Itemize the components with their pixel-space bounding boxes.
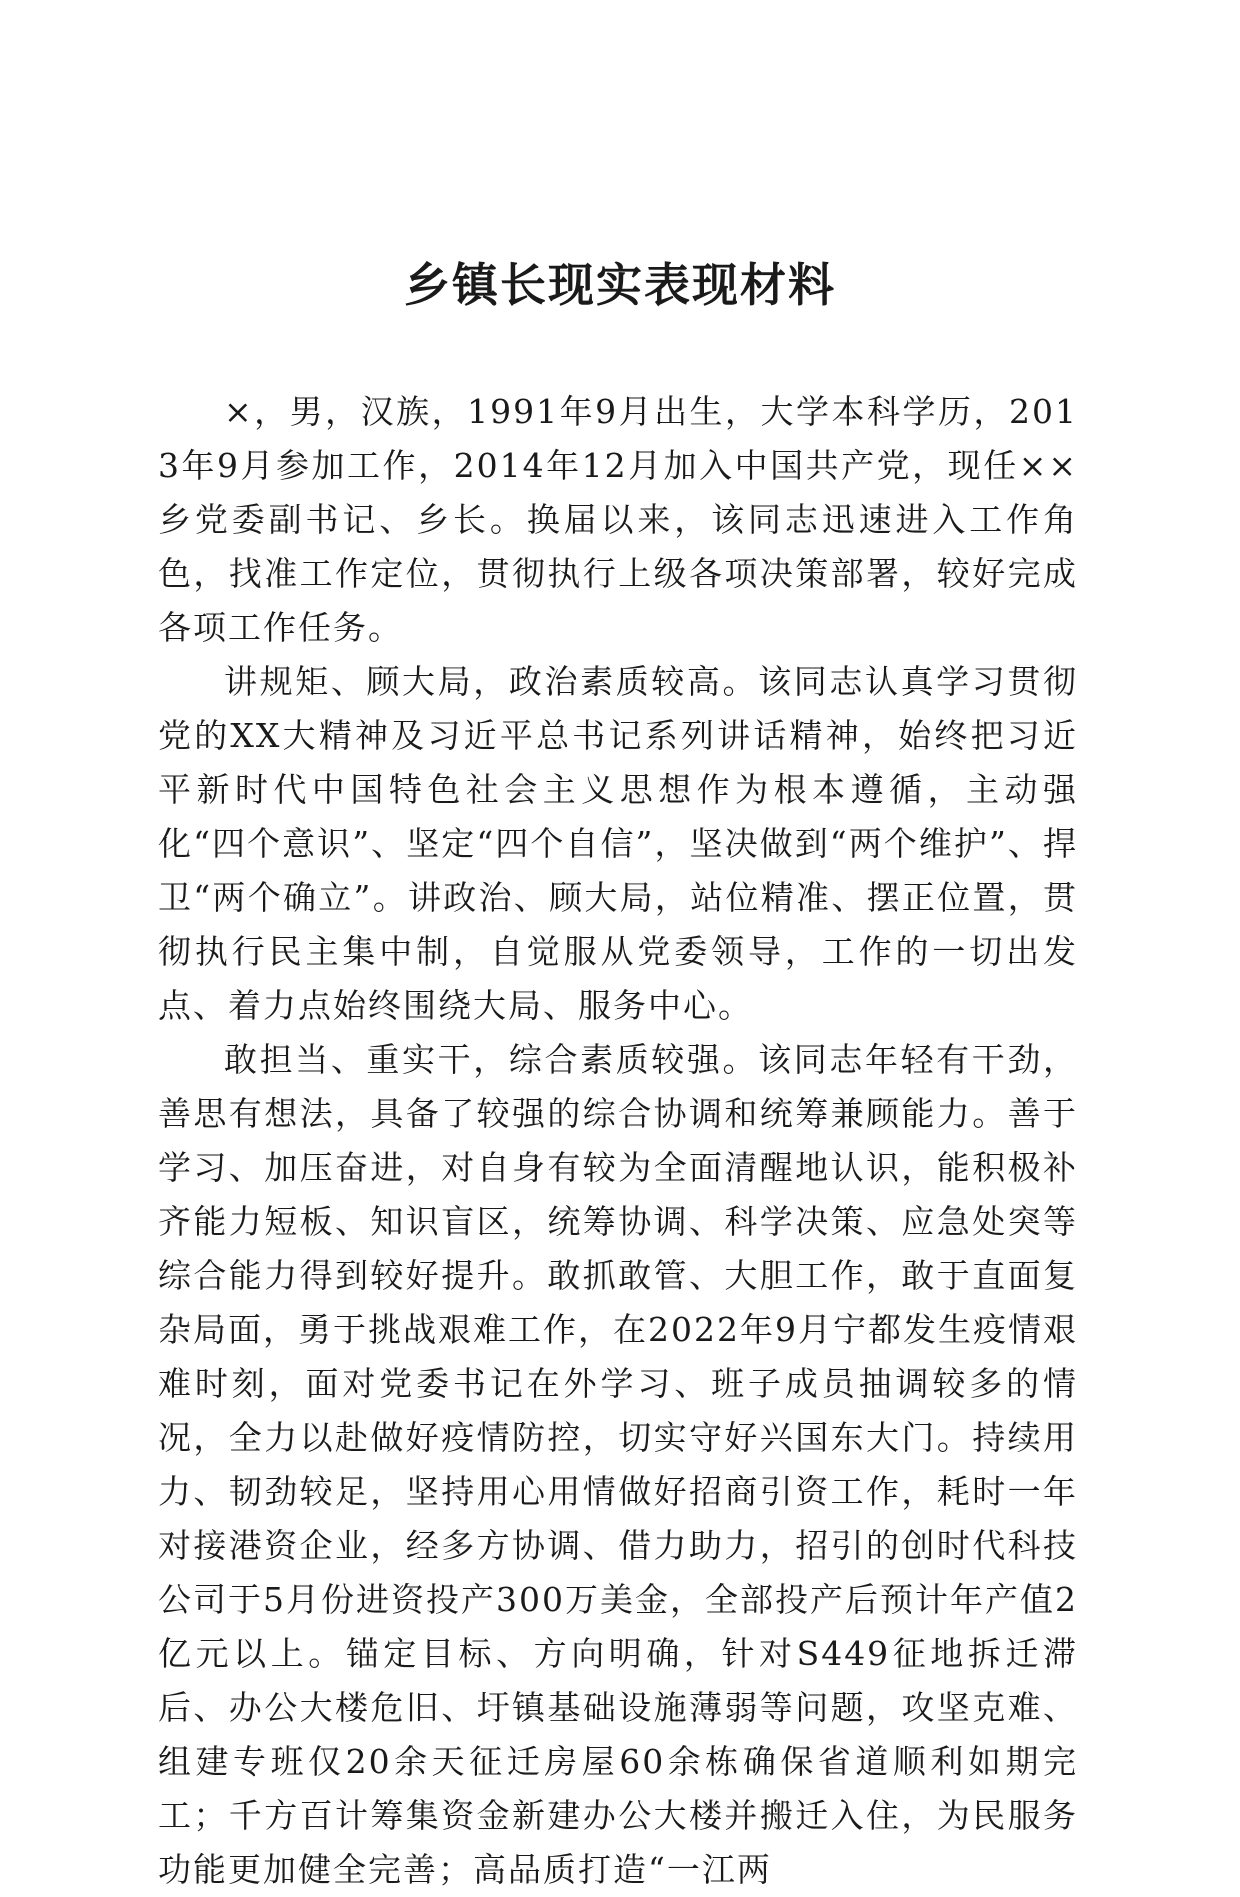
paragraph-intro: ×，男，汉族，1991年9月出生，大学本科学历，2013年9月参加工作，2014年12月加入中国共产党，现任××乡党委副书记、乡长。换届以来，该同志迅速进入工作角色，找准工作定位，贯彻执行上级各项决策部署，较好完成各项工作任务。 xyxy=(158,392,1078,647)
paragraph-comprehensive-quality: 敢担当、重实干，综合素质较强。该同志年轻有干劲，善思有想法，具备了较强的综合协调和统筹兼顾能力。善于学习、加压奋进，对自身有较为全面清醒地认识，能积极补齐能力短板、知识盲区，统筹协调、科学决策、应急处突等综合能力得到较好提升。敢抓敢管、大胆工作，敢于直面复杂局面，勇于挑战艰难工作，在2022年9月宁都发生疫情艰难时刻，面对党委书记在外学习、班子成员抽调较多的情况，全力以赴做好疫情防控，切实守好兴国东大门。持续用力、韧劲较足，坚持用心用情做好招商引资工作，耗时一年对接港资企业，经多方协调、借力助力，招引的创时代科技公司于5月份进资投产300万美金，全部投产后预计年产值2亿元以上。锚定目标、方向明确，针对S449征地拆迁滞后、办公大楼危旧、圩镇基础设施薄弱等问题，攻坚克难、组建专班仅20余天征迁房屋60余栋确保省道顺利如期完工；千方百计筹集资金新建办公大楼并搬迁入住，为民服务功能更加健全完善；高品质打造“一江两 xyxy=(158,1040,1078,1889)
paragraph-political-quality: 讲规矩、顾大局，政治素质较高。该同志认真学习贯彻党的XX大精神及习近平总书记系列讲话精神，始终把习近平新时代中国特色社会主义思想作为根本遵循，主动强化“四个意识”、坚定“四个自信”，坚决做到“两个维护”、捍卫“两个确立”。讲政治、顾大局，站位精准、摆正位置，贯彻执行民主集中制，自觉服从党委领导，工作的一切出发点、着力点始终围绕大局、服务中心。 xyxy=(158,662,1078,1025)
document-body xyxy=(158,385,1078,1897)
document-title: 乡镇长现实表现材料 xyxy=(404,258,836,312)
